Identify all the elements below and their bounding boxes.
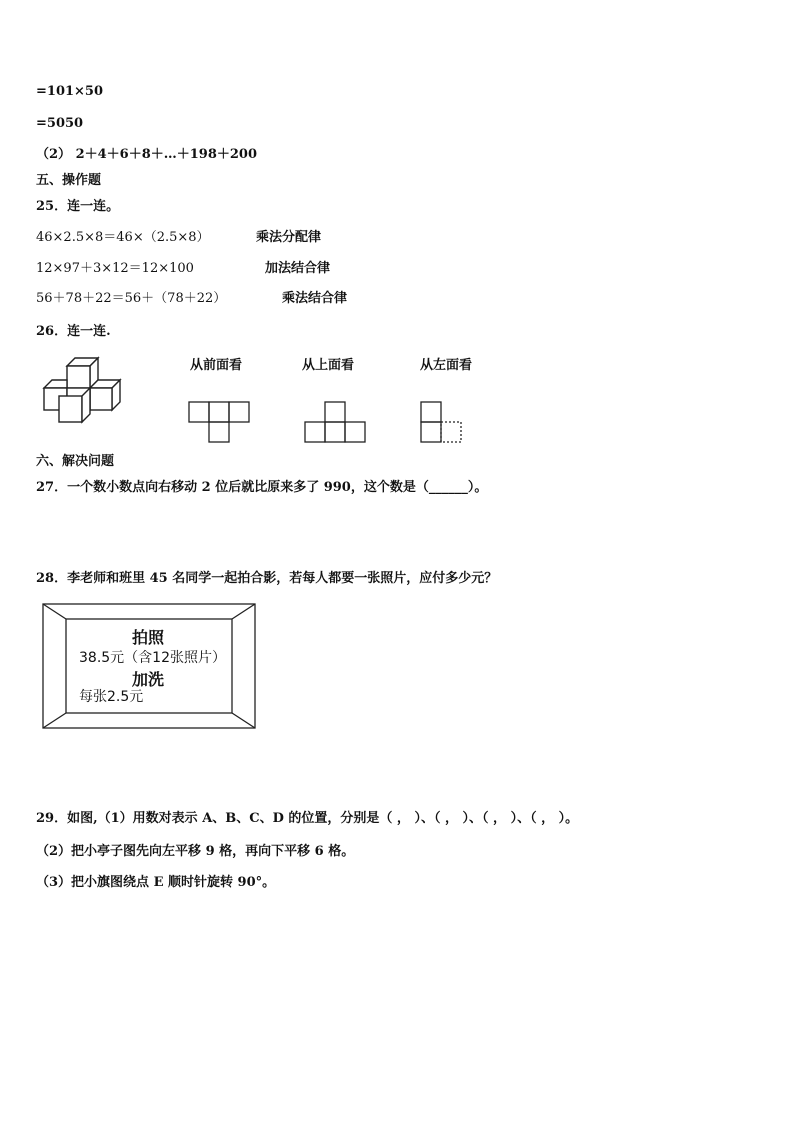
sign-heading-photo: 拍照 bbox=[132, 628, 165, 647]
q29-line-3: （3）把小旗图绕点 E 顺时针旋转 90°。 bbox=[36, 875, 276, 890]
view-shape-t bbox=[188, 401, 252, 443]
q27-text: 27．一个数小数点向右移动 2 位后就比原来多了 990，这个数是（______）。 bbox=[36, 480, 488, 495]
calc-step-2: =5050 bbox=[36, 116, 84, 131]
sign-price-photo: 38.5元（含12张照片） bbox=[79, 650, 226, 666]
calc-step-1: =101×50 bbox=[36, 84, 104, 99]
view-label-front: 从前面看 bbox=[190, 358, 243, 373]
section-6-heading: 六、解决问题 bbox=[36, 454, 115, 469]
view-shape-l bbox=[420, 401, 466, 443]
sign-heading-reprint: 加洗 bbox=[132, 670, 165, 689]
view-label-top: 从上面看 bbox=[302, 358, 355, 373]
q25-title: 25．连一连。 bbox=[36, 199, 120, 214]
sign-price-reprint: 每张2.5元 bbox=[79, 689, 144, 705]
q25-law-1: 乘法分配律 bbox=[256, 230, 322, 245]
q28-text: 28．李老师和班里 45 名同学一起拍合影，若每人都要一张照片，应付多少元？ bbox=[36, 571, 498, 586]
q25-law-3: 乘法结合律 bbox=[282, 291, 348, 306]
cube-stack-figure bbox=[40, 352, 140, 426]
q25-expr-3: 56＋78＋22＝56＋（78＋22） bbox=[36, 291, 227, 306]
q29-line-2: （2）把小亭子图先向左平移 9 格，再向下平移 6 格。 bbox=[36, 844, 355, 859]
view-label-left: 从左面看 bbox=[420, 358, 473, 373]
q25-law-2: 加法结合律 bbox=[265, 261, 331, 276]
q26-title: 26．连一连. bbox=[36, 324, 111, 339]
view-shape-inverted-t bbox=[304, 401, 368, 443]
q25-expr-2: 12×97＋3×12＝12×100 bbox=[36, 261, 194, 276]
q29-line-1: 29．如图,（1）用数对表示 A、B、C、D 的位置，分别是（ ， ）、（ ， ）、（ ， ）、（ ， ）。 bbox=[36, 811, 579, 826]
section-5-heading: 五、操作题 bbox=[36, 173, 102, 188]
part-2-expression: （2） 2＋4＋6＋8＋…＋198＋200 bbox=[36, 147, 258, 162]
q25-expr-1: 46×2.5×8＝46×（2.5×8） bbox=[36, 230, 210, 245]
